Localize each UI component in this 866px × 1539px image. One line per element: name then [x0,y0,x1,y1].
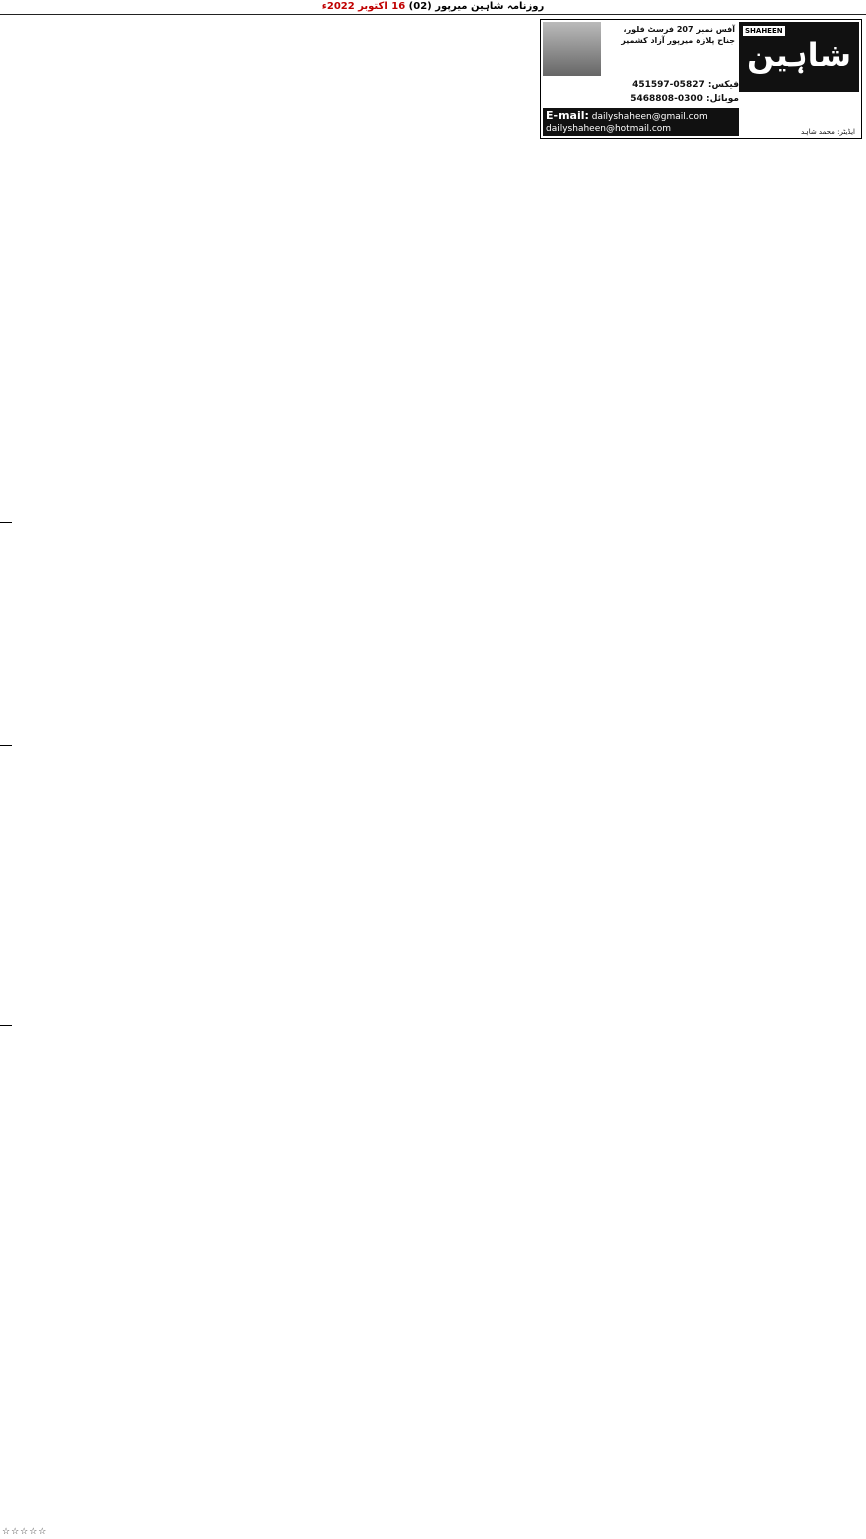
date-line: 16 اکتوبر 2022ء [321,1,406,12]
page-header [0,0,866,15]
fold-mark [0,1025,12,1026]
email-2: dailyshaheen@hotmail.com [546,124,672,134]
office-address: آفس نمبر 207 فرسٹ فلور، جناح پلازہ میرپور آزاد کشمیر [621,25,735,45]
logo-latin: SHAHEEN [745,27,783,35]
page-number-line: روزنامہ شاہین میرپور (02) [408,1,545,12]
fold-mark [0,522,12,523]
email-box [543,108,739,136]
phone-numbers [543,78,739,106]
editor-line: ایڈیٹر: محمد شاہد [800,128,855,136]
masthead-photo [543,22,601,76]
email-label: E-mail: [546,109,589,122]
logo-text: شاہین [746,36,852,74]
fold-mark [0,745,12,746]
footer-stars: ☆☆☆☆☆ [2,1527,48,1537]
newspaper-logo [739,22,859,92]
phone-mobile: موبائل: 0300-5468808 [630,94,739,104]
masthead-box [540,19,862,139]
email-1: dailyshaheen@gmail.com [591,112,708,122]
phone-fax: فیکس: 05827-451597 [632,80,739,90]
